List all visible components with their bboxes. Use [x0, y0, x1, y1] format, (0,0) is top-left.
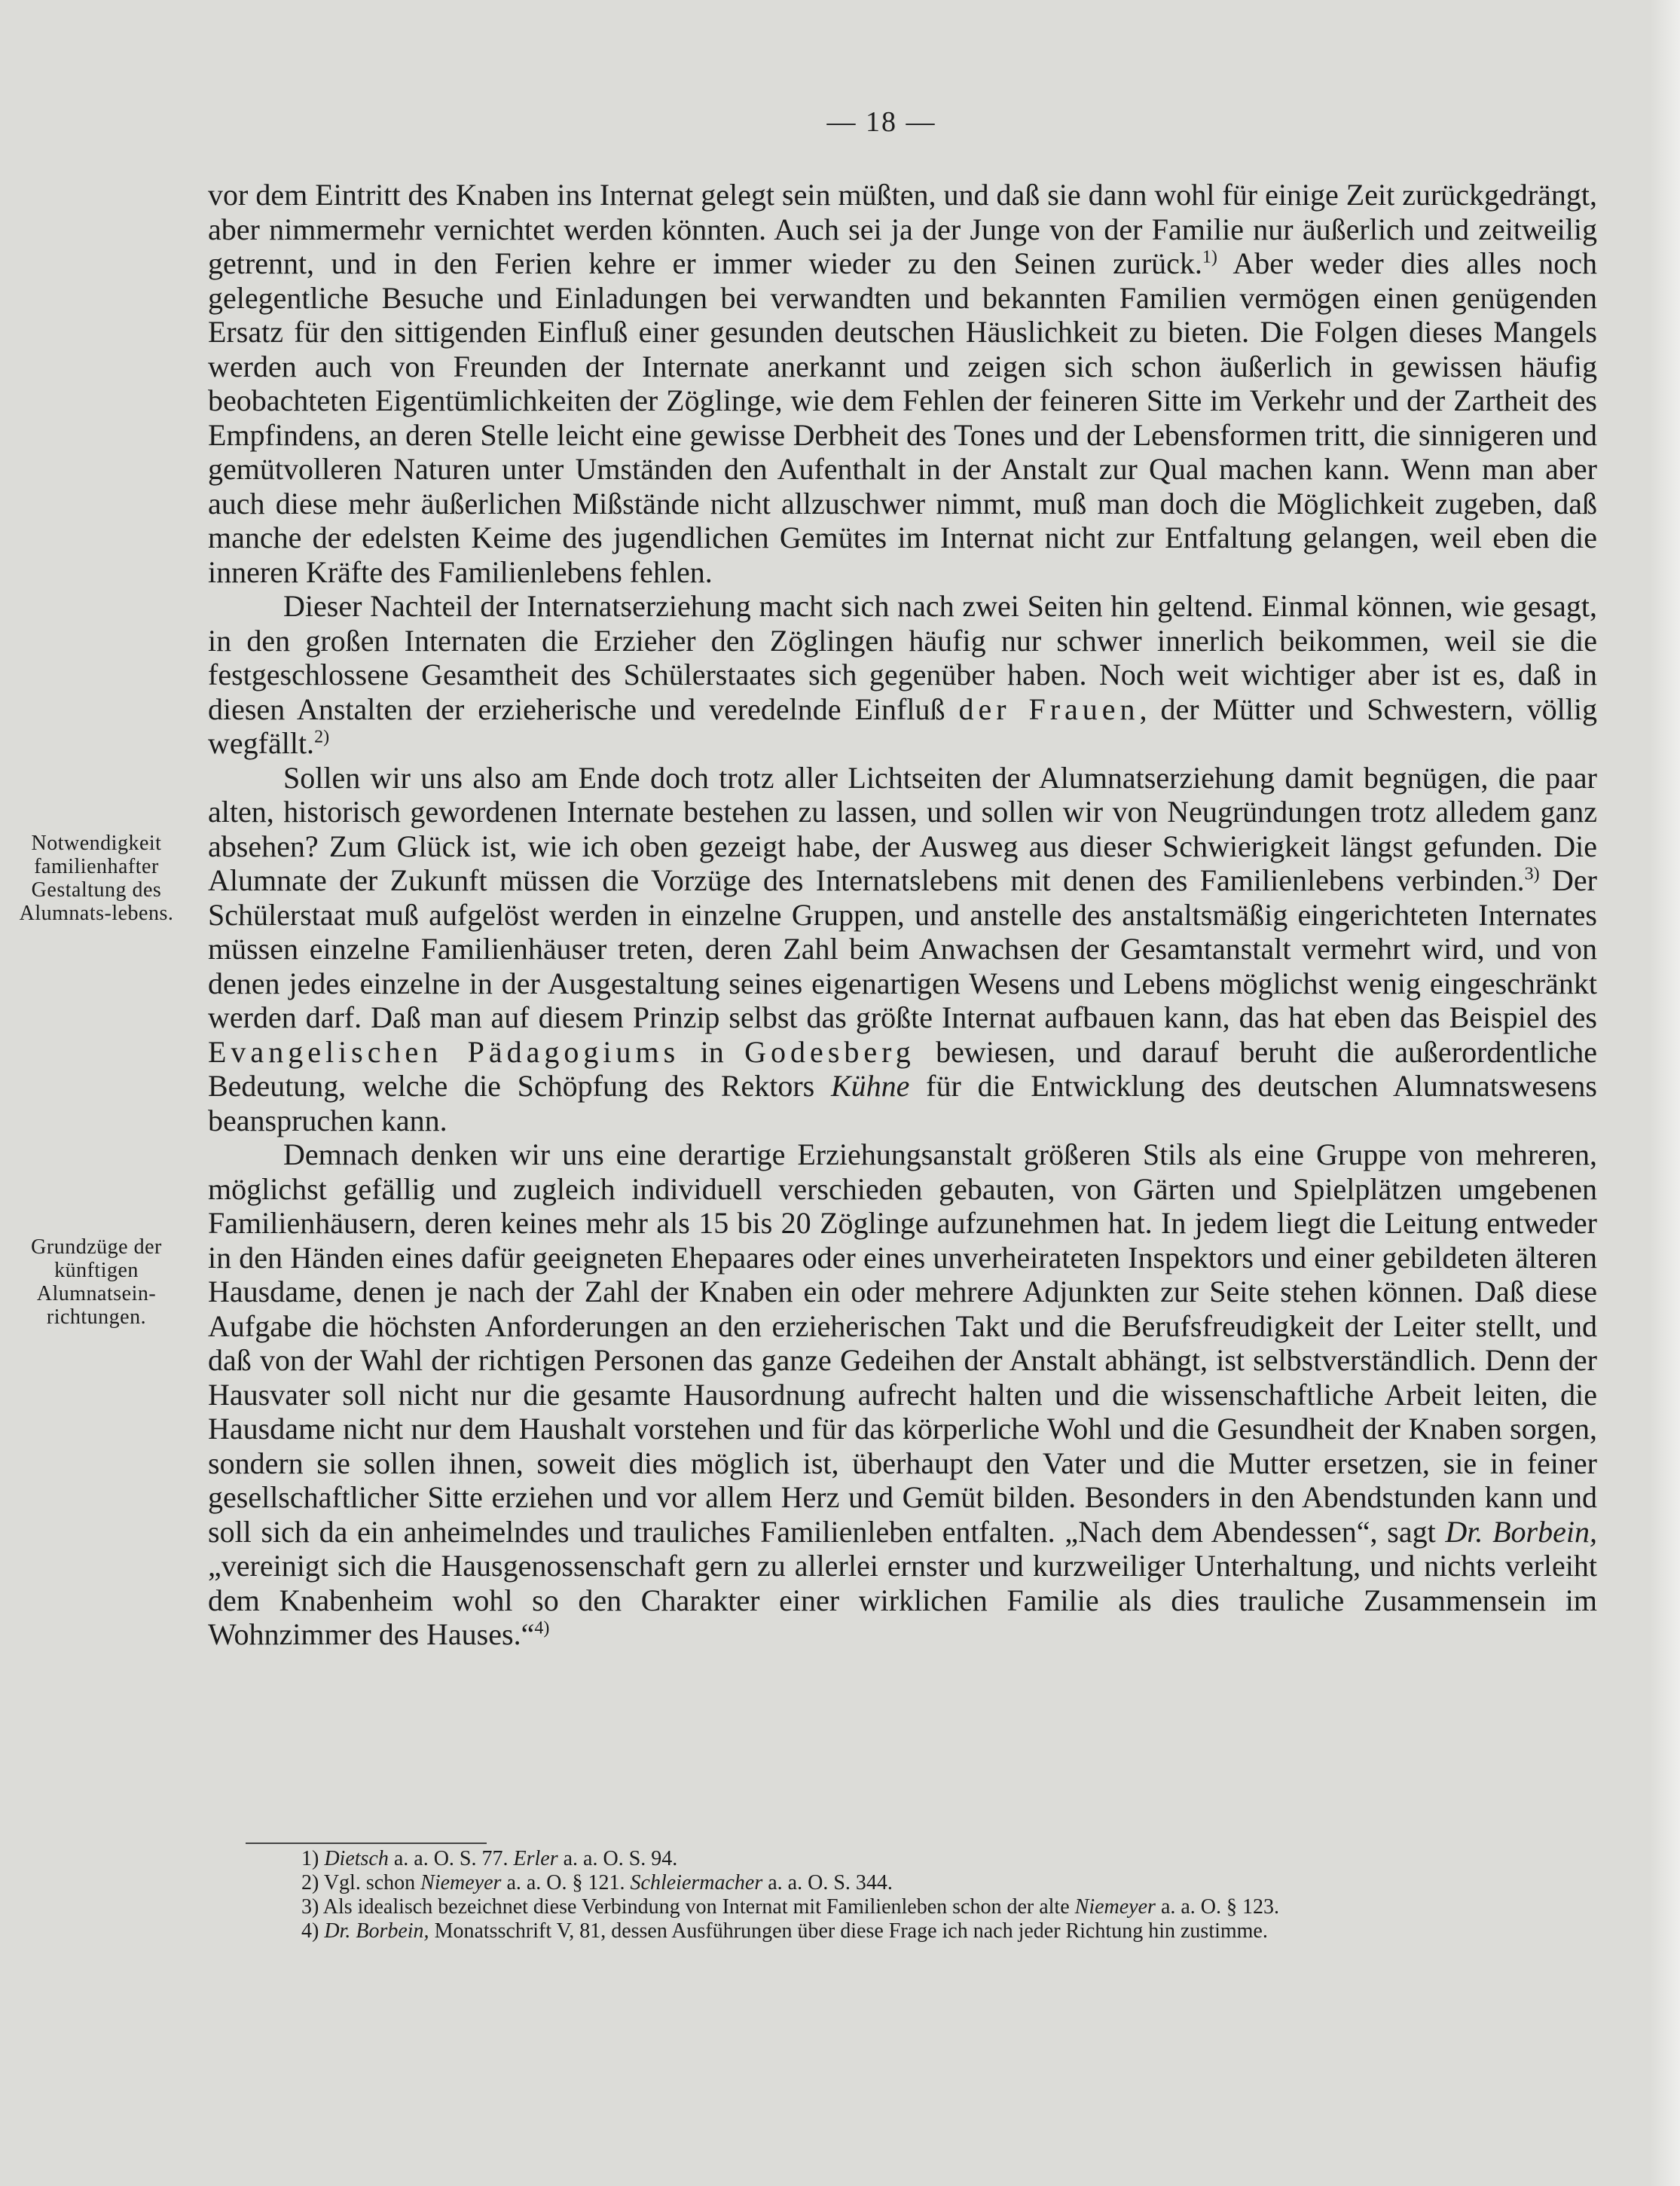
footnote-3-author-niemeyer: Niemeyer — [1074, 1895, 1156, 1919]
paragraph-3-name-kuehne: Kühne — [831, 1069, 910, 1103]
footnote-2-text-end: a. a. O. S. 344. — [762, 1871, 893, 1894]
footnote-1-text: a. a. O. S. 77. — [388, 1847, 514, 1870]
page-number: — 18 — — [826, 106, 936, 138]
footnote-4-text: Monatsschrift V, 81, dessen Ausführungen über diese Frage ich nach jeder Richtung hin zustimme. — [429, 1919, 1268, 1943]
footnote-divider — [246, 1843, 487, 1844]
paragraph-2-text-end: , der Mütter und Schwestern, völlig wegfällt. — [208, 692, 1597, 760]
paragraph-3-text-b: Der Schülerstaat muß aufgelöst werden in einzelne Gruppen, und anstelle des anstaltsmäßig eingerichteten Internates müssen einzelne Familienhäuser treten, deren Zahl beim Anwachsen der Gesamtanstalt vermehrt wird, und von denen jedes einzelne in der Ausgestaltung seines eigenartigen Wesens und Lebens möglichst wenig eingeschränkt werden darf. Daß man auf diesem Prinzip selbst das größte Internat aufbauen kann, das hat eben das Beispiel des — [208, 863, 1597, 1034]
footnote-2-text-mid: a. a. O. § 121. — [501, 1871, 631, 1894]
footnote-ref-2: 2) — [314, 727, 330, 747]
paragraph-2-text: Dieser Nachteil der Internatserziehung macht sich nach zwei Seiten hin geltend. Einmal können, wie gesagt, in den großen Internaten die Erzieher den Zöglingen häufig nur schwer innerlich beikommen, weil sie die festgeschlossene Gesamtheit des Schülerstaates sich gegenüber haben. Noch weit wichtiger aber ist es, daß in diesen Anstalten der erzieherische und veredelnde Einfluß — [208, 589, 1597, 726]
page-edge-shadow — [1650, 0, 1680, 2186]
footnote-3-text-end: a. a. O. § 123. — [1155, 1895, 1280, 1919]
footnote-3-number: 3) — [301, 1895, 319, 1919]
footnote-1-author-erler: Erler — [513, 1847, 558, 1870]
footnote-ref-4: 4) — [534, 1618, 550, 1638]
footnotes — [221, 1847, 1597, 1943]
footnote-2 — [221, 1871, 1597, 1895]
paragraph-2 — [208, 589, 1597, 761]
footnote-1 — [221, 1847, 1597, 1871]
paragraph-4-quote: „vereinigt sich die Hausgenossenschaft gern zu allerlei ernster und kurzweiliger Unterhaltung, und nichts verleiht dem Knabenheim wohl so den Charakter einer wirklichen Familie als dies trauliche Zusammensein im Wohnzimmer des Hauses.“ — [208, 1549, 1597, 1651]
footnote-3 — [221, 1895, 1597, 1919]
footnote-2-text: Vgl. schon — [319, 1871, 421, 1894]
footnote-3-text: Als idealisch bezeichnet diese Verbindung von Internat mit Familienleben schon der alte — [319, 1895, 1075, 1919]
footnote-4-number: 4) — [301, 1919, 319, 1943]
footnote-1-number: 1) — [301, 1847, 319, 1870]
margin-note-familienhafter-gestaltung: Notwendigkeit familienhafter Gestaltung des Alumnats-lebens. — [19, 832, 174, 925]
paragraph-1-text: vor dem Eintritt des Knaben ins Internat gelegt sein müßten, und daß sie dann wohl für einige Zeit zurückgedrängt, aber nimmermehr vernichtet werden könnten. Auch sei ja der Junge von der Familie nur äußerlich und zeitweilig getrennt, und in den Ferien kehre er immer wieder zu den Seinen zurück. — [208, 178, 1597, 280]
paragraph-3-text-c: in — [680, 1034, 745, 1069]
footnote-4 — [221, 1919, 1597, 1943]
footnote-ref-1: 1) — [1202, 247, 1217, 267]
footnote-1-text-end: a. a. O. S. 94. — [557, 1847, 678, 1870]
footnote-4-author-borbein: Dr. Borbein, — [324, 1919, 429, 1943]
paragraph-3 — [208, 761, 1597, 1138]
paragraph-4-text: Demnach denken wir uns eine derartige Erziehungsanstalt größeren Stils als eine Gruppe von mehreren, möglichst gefällig und zugleich individuell verschieden gebauten, von Gärten und Spielplätzen umgebenen Familienhäusern, deren keines mehr als 15 bis 20 Zöglinge aufzunehmen hat. In jedem liegt die Leitung entweder in den Händen eines dafür geeigneten Ehepaares oder eines unverheirateten Inspektors und einer gebildeten älteren Hausdame, denen je nach der Zahl der Knaben ein oder mehrere Adjunkten zur Seite stehen können. Daß diese Aufgabe die höchsten Anforderungen an den erzieherischen Takt und die Berufsfreudigkeit der Leiter stellt, und daß von der Wahl der richtigen Personen das ganze Gedeihen der Anstalt abhängt, ist selbstverständlich. Denn der Hausvater soll nicht nur die gesamte Hausordnung aufrecht halten und die wissenschaftliche Arbeit leiten, die Hausdame nicht nur dem Haushalt vorstehen und für das körperliche Wohl und die Gesundheit der Knaben sorgen, sondern sie sollen ihnen, soweit dies möglich ist, überhaupt den Vater und die Mutter ersetzen, sie in feiner gesellschaftlicher Sitte erziehen und vor allem Herz und Gemüt bilden. Besonders in den Abendstunden kann und soll sich da ein anheimelndes und trauliches Familienleben entfalten. „Nach dem Abendessen“, sagt — [208, 1137, 1597, 1549]
footnote-1-author-dietsch: Dietsch — [324, 1847, 389, 1870]
footnote-2-number: 2) — [301, 1871, 319, 1894]
paragraph-3-text-d: bewiesen, und darauf beruht die außerordentliche Bedeutung, welche die Schöpfung des Rektors — [208, 1034, 1598, 1103]
footnote-2-author-schleiermacher: Schleiermacher — [630, 1871, 763, 1894]
paragraph-1 — [208, 178, 1597, 589]
paragraph-4-name-borbein: Dr. Borbein, — [1445, 1514, 1597, 1549]
paragraph-4 — [208, 1137, 1597, 1652]
paragraph-3-emphasis-godesberg: Godesberg — [744, 1034, 915, 1069]
footnote-2-author-niemeyer: Niemeyer — [420, 1871, 502, 1894]
main-text-body — [208, 178, 1597, 1652]
paragraph-2-emphasis: der Frauen — [958, 692, 1140, 726]
margin-note-grundzuege: Grundzüge der künftigen Alumnatsein-richtungen. — [31, 1235, 162, 1329]
paragraph-3-emphasis-paedagogium: Evangelischen Pädagogiums — [208, 1034, 680, 1069]
paragraph-1-rest: Aber weder dies alles noch gelegentliche Besuche und Einladungen bei verwandten und bekannten Familien vermögen einen genügenden Ersatz für den sittigenden Einfluß einer gesunden deutschen Häuslichkeit zu bieten. Die Folgen dieses Mangels werden auch von Freunden der Internate anerkannt und zeigen sich schon äußerlich in gewissen häufig beobachteten Eigentümlichkeiten der Zöglinge, wie dem Fehlen der feineren Sitte im Verkehr und der Zartheit des Empfindens, an deren Stelle leicht eine gewisse Derbheit des Tones und der Lebensformen tritt, die sinnigeren und gemütvolleren Naturen unter Umständen den Aufenthalt in der Anstalt zur Qual machen kann. Wenn man aber auch diese mehr äußerlichen Mißstände nicht allzuschwer nimmt, muß man doch die Möglichkeit zugeben, daß manche der edelsten Keime des jugendlichen Gemütes im Internat nicht zur Entfaltung gelangen, weil eben die inneren Kräfte des Familienlebens fehlen. — [208, 246, 1597, 589]
paragraph-3-text-e: für die Entwicklung des deutschen Alumnatswesens beanspruchen kann. — [208, 1069, 1597, 1137]
paragraph-3-text: Sollen wir uns also am Ende doch trotz aller Lichtseiten der Alumnatserziehung damit begnügen, die paar alten, historisch gewordenen Internate bestehen zu lassen, und sollen wir von Neugründungen trotz alledem ganz absehen? Zum Glück ist, wie ich oben gezeigt habe, der Ausweg aus dieser Schwierigkeit längst gefunden. Die Alumnate der Zukunft müssen die Vorzüge des Internatslebens mit denen des Familienlebens verbinden. — [208, 760, 1597, 897]
footnote-ref-3: 3) — [1524, 864, 1540, 884]
